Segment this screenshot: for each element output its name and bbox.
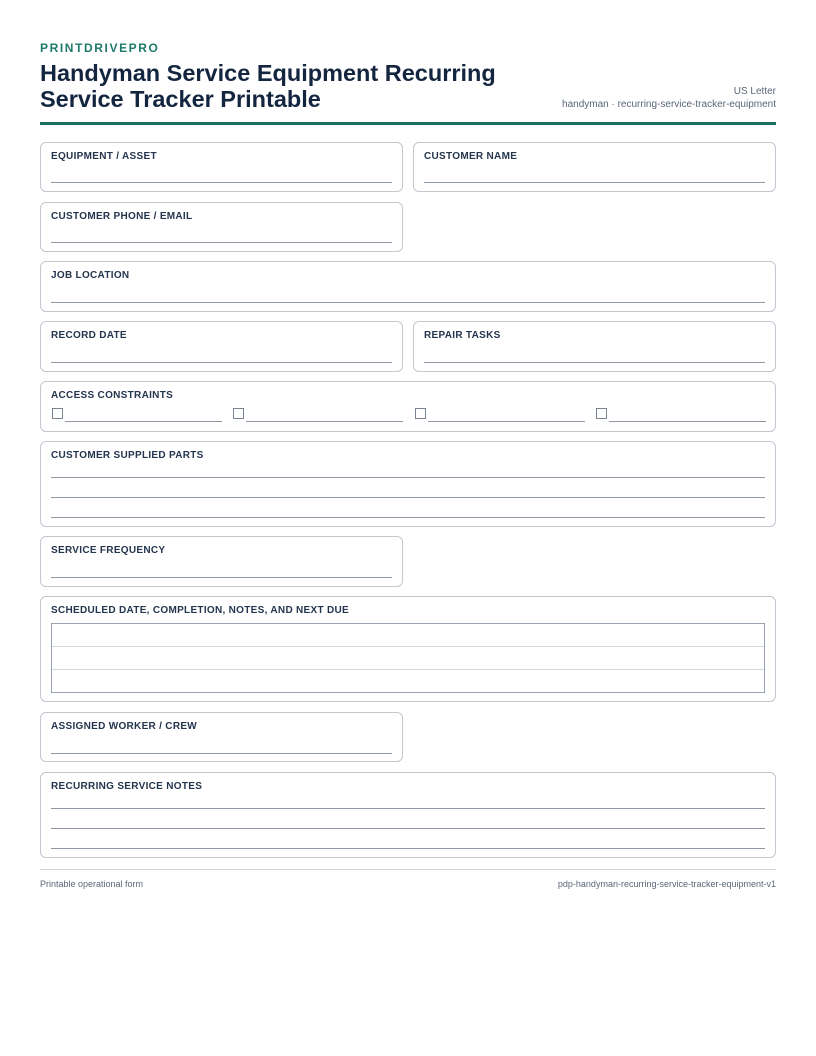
record-date-label: RECORD DATE [51,330,127,341]
service-notes-write-line[interactable] [51,828,765,829]
repair-tasks-field [413,321,776,372]
service-frequency-field [40,536,403,587]
checkbox-icon[interactable] [233,408,244,419]
table-row[interactable] [52,647,764,670]
schedule-table-field [40,596,776,702]
checkbox-icon[interactable] [52,408,63,419]
customer-name-write-line[interactable] [424,182,765,183]
equipment-field [40,142,403,192]
checkbox-icon[interactable] [596,408,607,419]
schedule-table [51,623,765,693]
customer-contact-label: CUSTOMER PHONE / EMAIL [51,211,193,222]
record-date-write-line[interactable] [51,362,392,363]
schedule-table-label: SCHEDULED DATE, COMPLETION, NOTES, AND NEXT DUE [51,605,350,616]
customer-contact-field [40,202,403,252]
access-option-write-line[interactable] [428,421,585,422]
job-location-write-line[interactable] [51,302,765,303]
assigned-worker-write-line[interactable] [51,753,392,754]
page-title: Handyman Service Equipment Recurring Service Tracker Printable [40,60,496,112]
customer-parts-write-line[interactable] [51,477,765,478]
access-constraints-label: ACCESS CONSTRAINTS [51,390,174,401]
service-notes-write-line[interactable] [51,848,765,849]
job-location-field [40,261,776,312]
paper-size: US Letter [733,86,776,97]
customer-parts-field [40,441,776,527]
customer-contact-write-line[interactable] [51,242,392,243]
record-date-field [40,321,403,372]
service-notes-write-line[interactable] [51,808,765,809]
job-location-label: JOB LOCATION [51,270,130,281]
footer-left-text: Printable operational form [40,879,144,889]
service-notes-field [40,772,776,858]
customer-parts-label: CUSTOMER SUPPLIED PARTS [51,450,204,461]
footer-divider [40,869,776,870]
assigned-worker-field [40,712,403,762]
document-meta [562,85,776,111]
equipment-write-line[interactable] [51,182,392,183]
service-frequency-write-line[interactable] [51,577,392,578]
checkbox-icon[interactable] [415,408,426,419]
access-option [52,408,222,422]
service-frequency-label: SERVICE FREQUENCY [51,545,166,556]
customer-parts-write-line[interactable] [51,517,765,518]
access-option [233,408,403,422]
access-constraints-field [40,381,776,432]
assigned-worker-label: ASSIGNED WORKER / CREW [51,721,198,732]
footer-form-id: pdp-handyman-recurring-service-tracker-equipment-v1 [557,879,776,889]
customer-parts-write-line[interactable] [51,497,765,498]
equipment-label: EQUIPMENT / ASSET [51,151,157,162]
table-row[interactable] [52,670,764,693]
customer-name-label: CUSTOMER NAME [424,151,518,162]
repair-tasks-write-line[interactable] [424,362,765,363]
service-notes-label: RECURRING SERVICE NOTES [51,781,203,792]
header-divider [40,122,776,125]
repair-tasks-label: REPAIR TASKS [424,330,501,341]
access-option [596,408,766,422]
document-slug: handyman · recurring-service-tracker-equipment [562,99,776,110]
customer-name-field [413,142,776,192]
access-option-write-line[interactable] [246,421,403,422]
access-option-write-line[interactable] [609,421,766,422]
access-option [415,408,585,422]
brand-name: PRINTDRIVEPRO [40,41,160,55]
table-row[interactable] [52,624,764,647]
access-option-write-line[interactable] [65,421,222,422]
